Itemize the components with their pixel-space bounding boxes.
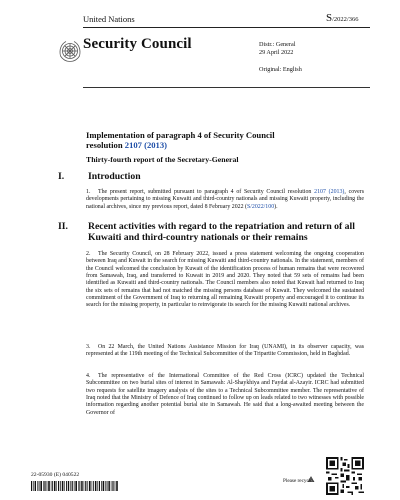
symbol-prefix: S xyxy=(326,12,333,24)
section-title: Introduction xyxy=(88,171,141,182)
qr-code-icon[interactable] xyxy=(326,457,364,495)
recycle-icon xyxy=(307,476,315,484)
document-symbol xyxy=(326,12,359,24)
paragraph-number: 3. xyxy=(86,344,91,350)
council-name: Security Council xyxy=(83,36,192,52)
section-number: I. xyxy=(58,171,65,182)
barcode-icon xyxy=(31,481,119,491)
document-meta xyxy=(259,41,302,74)
section-number: II. xyxy=(58,221,68,232)
resolution-link[interactable]: 2107 (2013) xyxy=(124,140,168,151)
section-title: Recent activities with regard to the repatriation and return of all Kuwaiti and third-country nationals or their remains xyxy=(88,221,355,244)
job-number: 22-05930 (E) 040522 xyxy=(31,472,80,478)
paragraph-number: 1. xyxy=(86,189,91,195)
report-subtitle: Thirty-fourth report of the Secretary-General xyxy=(86,155,239,164)
paragraph-text: ). xyxy=(274,203,278,210)
un-emblem-icon xyxy=(57,38,83,64)
resolution-link[interactable]: 2107 (2013) xyxy=(314,189,345,195)
paragraph-text: The Security Council, on 28 February 2022, issued a press statement welcoming the ongoing cooperation between Iraq and Kuwait in the search for missing Kuwaiti and third-country nationals. In the statement, members of the Council welcomed the conclusion by Kuwait of the identification process of human remains that were recovered from Samawah, Iraq, and transferred to Kuwait in 2019 and 2020. They noted that 59 sets of remains had been identified as Kuwaiti and third-country nationals. The Council members also noted that Kuwait had returned to Iraq the six sets of remains that had not matched the missing persons database of Kuwait. They welcomed the sustained commitment of the Government of Iraq to returning all remaining Kuwaiti property and encouraged it to continue its search for the missing property, in particular to reinvigorate its search for the missing Kuwaiti national archives. xyxy=(86,251,364,309)
header-bottom-rule xyxy=(83,87,370,88)
original-language: Original: English xyxy=(259,65,302,73)
paragraph-2 xyxy=(86,251,364,310)
document-date: 29 April 2022 xyxy=(259,49,294,57)
paragraph-text: The present report, submitted pursuant to paragraph 4 of Security Council resolution xyxy=(98,189,315,195)
title-line-2 xyxy=(86,140,331,150)
document-title xyxy=(86,130,331,151)
organization-name: United Nations xyxy=(83,14,135,24)
paragraph-number: 4. xyxy=(86,373,91,379)
title-line-1: Implementation of paragraph 4 of Security Council xyxy=(86,130,275,140)
report-link[interactable]: S/2022/100 xyxy=(246,203,275,210)
paragraph-text: The representative of the International Committee of the Red Cross (ICRC) updated the Technical Subcommittee on two burial sites of interest in Samawah: Al-Shaykhiya and Faydat al-Azayir. ICRC had submitted two requests for satellite imagery analysis of the sites to a Technical Subcommittee member. The representative of Iraq noted that the Ministry of Defence of Iraq continued to follow up on leads related to two witnesses with possible information regarding another potential burial site in Samawah. He said that a long-awaited meeting between the Governor of xyxy=(86,373,364,416)
paragraph-3 xyxy=(86,344,364,359)
paragraph-4 xyxy=(86,373,364,417)
recycle-notice: Please recycle xyxy=(283,478,313,484)
paragraph-text: , covers developments pertaining to missing Kuwaiti and third-country nationals and missing Kuwaiti property, including the national archives, since my previous report, dated 8 February 2022 ( xyxy=(86,189,364,210)
header-rule xyxy=(83,27,370,28)
distribution: Distr.: General xyxy=(259,41,296,48)
symbol-suffix: /2022/366 xyxy=(332,16,359,23)
paragraph-text: On 22 March, the United Nations Assistance Mission for Iraq (UNAMI), in its observer capacity, was represented at the 119th meeting of the Technical Subcommittee of the Tripartite Commission, held in Baghdad. xyxy=(86,344,364,358)
paragraph-1 xyxy=(86,189,364,211)
title-line-2-prefix: resolution xyxy=(86,140,125,151)
paragraph-number: 2. xyxy=(86,251,91,257)
